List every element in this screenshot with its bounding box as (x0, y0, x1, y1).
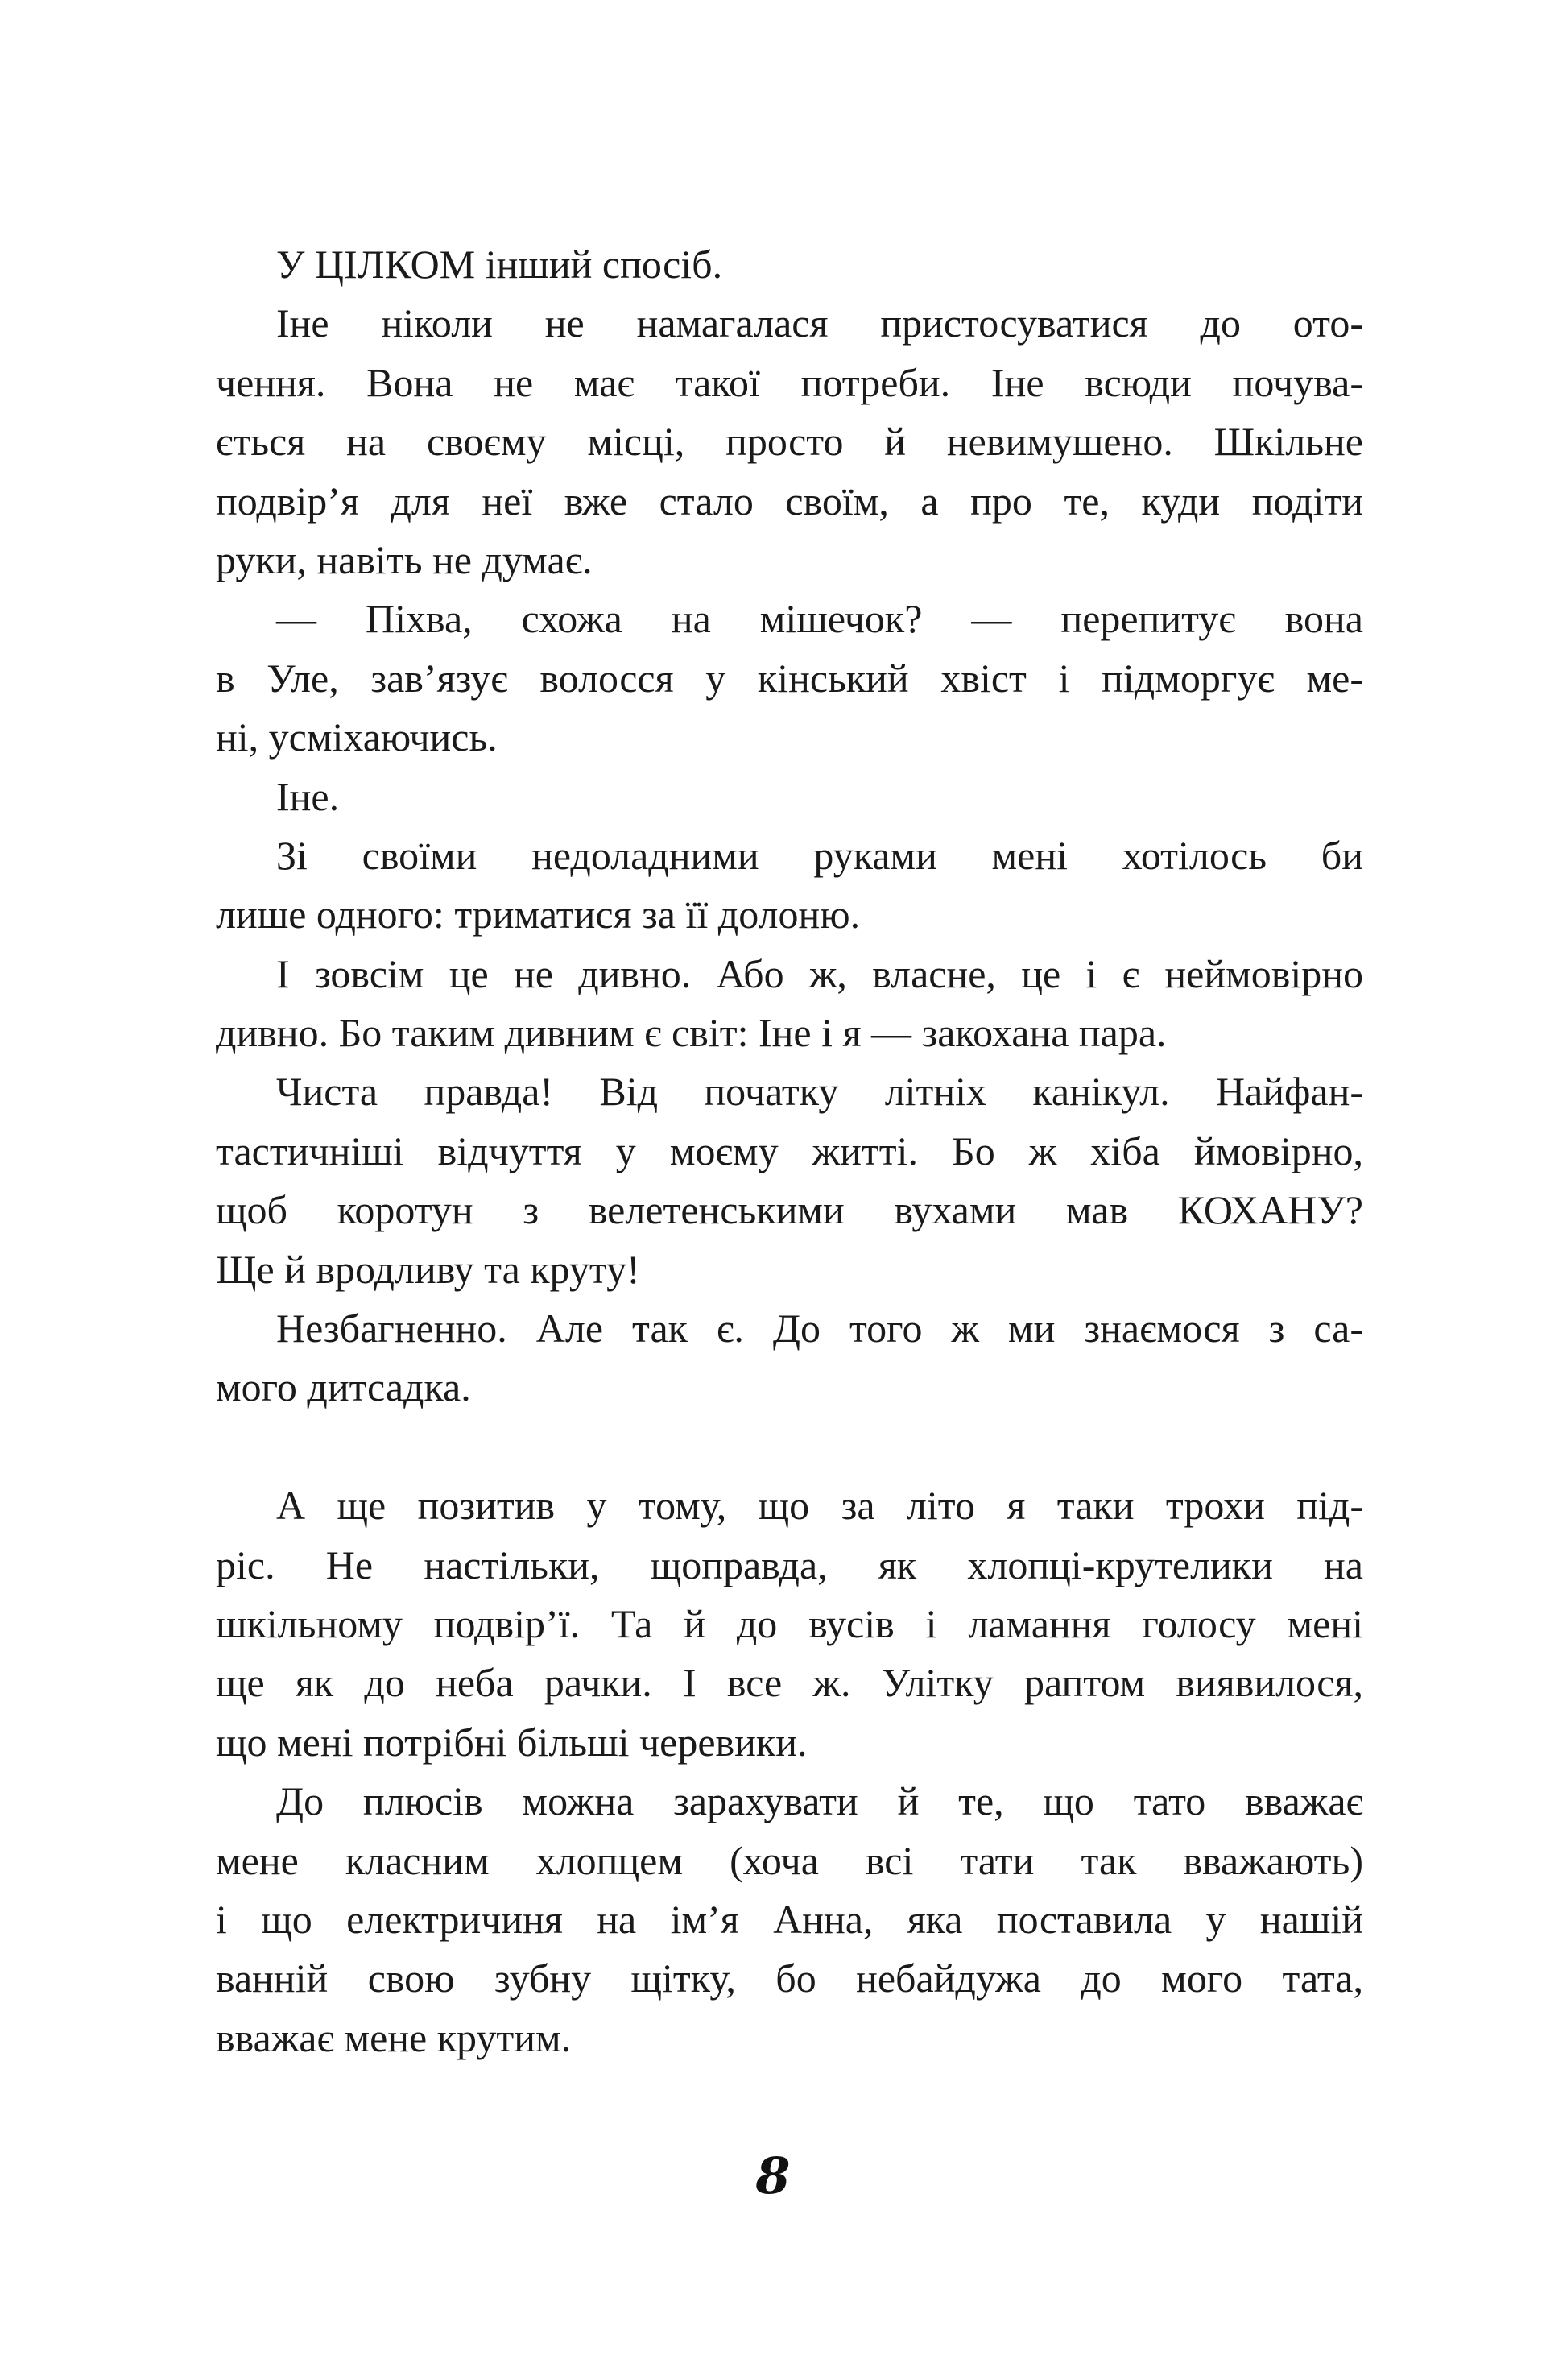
paragraph (216, 235, 1363, 294)
paragraph (216, 1772, 1363, 2067)
paragraph (216, 1299, 1363, 1418)
section-break (216, 1418, 1363, 1476)
text-line: І зовсім це не дивно. Або ж, власне, це і є неймовірно (276, 950, 1363, 996)
text-line: в Уле, зав’язує волосся у кінський хвіст і підморгує ме- (216, 655, 1363, 701)
text-line: щоб коротун з велетенськими вухами мав КОХАНУ? (216, 1187, 1363, 1233)
paragraph (216, 294, 1363, 590)
text-line: Іне. (276, 773, 340, 819)
text-line: До плюсів можна зарахувати й те, що тато вважає (276, 1778, 1363, 1824)
paragraph (216, 1476, 1363, 1772)
text-line: і що електричиня на ім’я Анна, яка поставила у нашій (216, 1896, 1363, 1942)
paragraph (216, 590, 1363, 767)
text-line: — Піхва, схожа на мішечок? — перепитує вона (276, 596, 1363, 642)
text-line: дивно. Бо таким дивним є світ: Іне і я — закохана пара. (216, 1010, 1167, 1056)
paragraph (216, 768, 1363, 826)
text-line: ще як до неба рачки. І все ж. Улітку раптом виявилося, (216, 1660, 1363, 1706)
text-line: Іне ніколи не намагалася пристосуватися до ото- (276, 300, 1363, 346)
text-line: лише одного: триматися за її долоню. (216, 892, 861, 938)
text-line: У ЦІЛКОМ інший спосіб. (276, 242, 723, 287)
text-line: ріс. Не настільки, щоправда, як хлопці-крутелики на (216, 1542, 1363, 1587)
text-line: чення. Вона не має такої потреби. Іне всюди почува- (216, 359, 1363, 405)
text-line: Незбагненно. Але так є. До того ж ми знаємося з са- (276, 1306, 1363, 1351)
text-line: що мені потрібні більші черевики. (216, 1719, 808, 1765)
text-line: Зі своїми недоладними руками мені хотілось би (276, 832, 1363, 878)
text-line: ні, усміхаючись. (216, 714, 498, 760)
text-line: мого дитсадка. (216, 1364, 471, 1410)
text-line: мене класним хлопцем (хоча всі тати так вважають) (216, 1837, 1363, 1883)
text-line: руки, навіть не думає. (216, 536, 593, 582)
text-line: ванній свою зубну щітку, бо небайдужа до мого тата, (216, 1956, 1363, 2001)
paragraph (216, 945, 1363, 1063)
text-line: А ще позитив у тому, що за літо я таки трохи під- (276, 1483, 1363, 1529)
text-line: вважає мене крутим. (216, 2014, 572, 2060)
text-line: ється на своєму місці, просто й невимушено. Шкільне (216, 419, 1363, 465)
text-line: шкільному подвір’ї. Та й до вусів і ламання голосу мені (216, 1600, 1363, 1646)
paragraph (216, 1062, 1363, 1299)
text-line: Ще й вродливу та круту! (216, 1246, 640, 1292)
paragraph (216, 826, 1363, 945)
page-number: 8 (755, 2146, 791, 2205)
text-line: подвір’я для неї вже стало своїм, а про те, куди подіти (216, 478, 1363, 524)
page-body-text (216, 235, 1363, 2067)
text-line: Чиста правда! Від початку літніх канікул. Найфан- (276, 1069, 1363, 1115)
text-line: тастичніші відчуття у моєму житті. Бо ж хіба ймовірно, (216, 1128, 1363, 1173)
